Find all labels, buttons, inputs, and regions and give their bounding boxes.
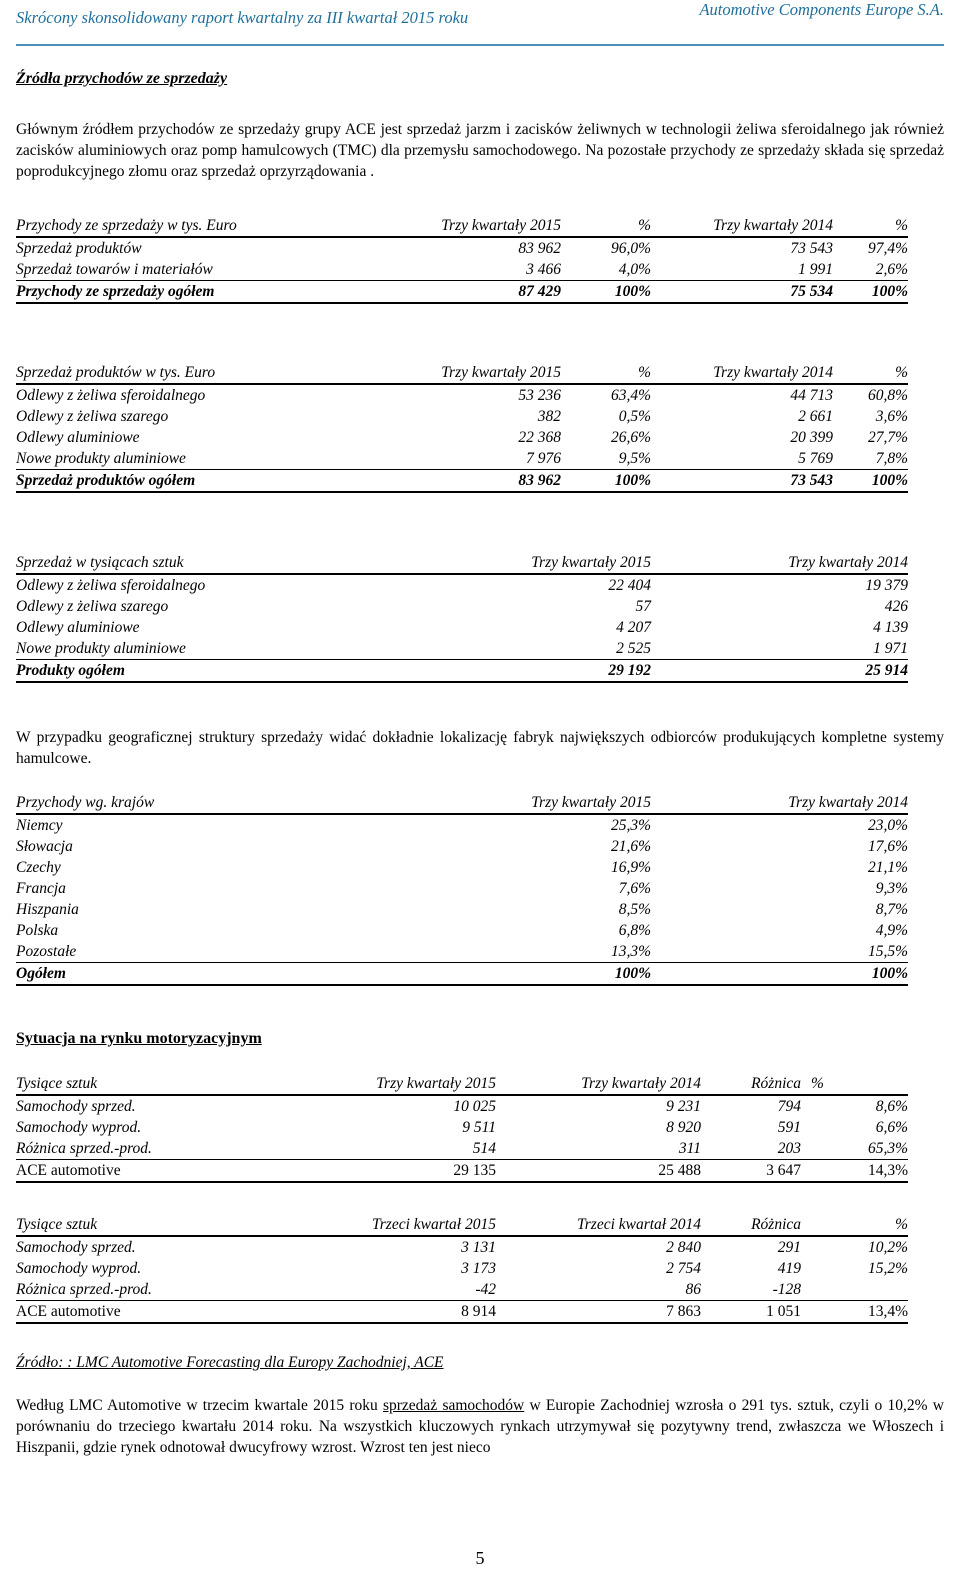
table-cell: 2,6%	[875, 260, 908, 278]
table-header: Tysiące sztuk	[16, 1214, 316, 1236]
table-cell: -128	[772, 1280, 801, 1298]
table-cell: 26,6%	[610, 428, 651, 446]
table-cell: 10 025	[453, 1097, 496, 1115]
table-cell: 3,6%	[875, 407, 908, 425]
table-header: %	[561, 362, 651, 384]
table-cell: ACE automotive	[16, 1161, 121, 1179]
table-cell: 8,7%	[875, 900, 908, 918]
table-header: %	[801, 1073, 908, 1095]
table-cell: Odlewy z żeliwa szarego	[16, 597, 169, 615]
table-header: Różnica	[701, 1214, 801, 1236]
table-row	[16, 596, 908, 617]
geography-paragraph: W przypadku geograficznej struktury sprzedaży widać dokładnie lokalizację fabryk największych odbiorców produkujących kompletne systemy hamulcowe.	[16, 729, 944, 767]
table-cell: 10,2%	[867, 1238, 908, 1256]
table-cell: 13,3%	[610, 942, 651, 960]
table-cell: 5 769	[798, 449, 833, 467]
table-header: Przychody ze sprzedaży w tys. Euro	[16, 215, 376, 237]
table-row	[16, 857, 908, 878]
table-cell: 4 207	[616, 618, 651, 636]
table-cell: Odlewy z żeliwa sferoidalnego	[16, 386, 206, 404]
table-header: Trzeci kwartał 2014	[496, 1214, 701, 1236]
table-cell: 7,8%	[875, 449, 908, 467]
source-note: Źródło: : LMC Automotive Forecasting dla Europy Zachodniej, ACE	[16, 1354, 444, 1371]
table-row	[16, 237, 908, 259]
table-cell: Samochody wyprod.	[16, 1259, 142, 1277]
market-nine-months-table	[16, 1073, 908, 1183]
table-cell: 73 543	[651, 470, 833, 493]
table-cell: 8,6%	[875, 1097, 908, 1115]
product-sales-table	[16, 362, 908, 493]
table-cell: 1 991	[798, 260, 833, 278]
table-row	[16, 899, 908, 920]
table-cell: -42	[475, 1280, 496, 1298]
table-cell: 23,0%	[867, 816, 908, 834]
table-cell: 794	[777, 1097, 801, 1115]
table-cell: 100%	[561, 470, 651, 493]
table-cell: Produkty ogółem	[16, 660, 466, 683]
table-header: Trzeci kwartał 2015	[316, 1214, 496, 1236]
table-cell: Polska	[16, 921, 59, 939]
table-row	[16, 1279, 908, 1301]
table-cell: 21,6%	[610, 837, 651, 855]
table-header: %	[801, 1214, 908, 1236]
table-cell: Samochody sprzed.	[16, 1238, 136, 1256]
table-cell: Samochody sprzed.	[16, 1097, 136, 1115]
table-cell: 6,8%	[618, 921, 651, 939]
table-cell: 25 488	[658, 1161, 701, 1179]
table-cell: Odlewy aluminiowe	[16, 428, 140, 446]
table-row	[16, 406, 908, 427]
table-row	[16, 384, 908, 406]
table-row	[16, 1301, 908, 1324]
table-cell: 9 511	[462, 1118, 496, 1136]
table-cell: Odlewy z żeliwa sferoidalnego	[16, 576, 206, 594]
table-cell	[801, 1279, 908, 1301]
table-total-row	[16, 281, 908, 304]
table-cell: Pozostałe	[16, 942, 77, 960]
table-cell: 75 534	[651, 281, 833, 304]
table-cell: 0,5%	[618, 407, 651, 425]
table-cell: Sprzedaż produktów ogółem	[16, 470, 376, 493]
table-row	[16, 878, 908, 899]
table-header: Trzy kwartały 2015	[466, 792, 651, 814]
table-cell: 291	[777, 1238, 801, 1256]
table-header: %	[833, 362, 908, 384]
table-header: Trzy kwartały 2014	[651, 792, 908, 814]
market-paragraph-end: w Europie Zachodniej wzrosła o 291 tys. sztuk, czyli o 10,2% w porównaniu do trzeciego kwartału 2014 roku. Na wszystkich kluczowych rynkach utrzymywał się pozytywny trend, zwłaszcza we Włoszech i Hiszpanii, gdzie rynek odnotował dwucyfrowy wzrost. Wzrost ten jest nieco	[16, 1397, 944, 1456]
table-cell: ACE automotive	[16, 1302, 121, 1320]
table-cell: 7 863	[666, 1302, 701, 1320]
table-cell: 73 543	[790, 239, 833, 257]
revenue-by-country-table	[16, 792, 908, 986]
table-row	[16, 814, 908, 836]
table-cell: 60,8%	[867, 386, 908, 404]
table-cell: 4,0%	[618, 260, 651, 278]
table-total-row	[16, 660, 908, 683]
table-row	[16, 574, 908, 596]
table-cell: 8,5%	[618, 900, 651, 918]
table-cell: Słowacja	[16, 837, 73, 855]
table-cell: Różnica sprzed.-prod.	[16, 1280, 152, 1298]
table-cell: 9 231	[666, 1097, 701, 1115]
table-total-row	[16, 470, 908, 493]
table-cell: 8 914	[461, 1302, 496, 1320]
table-cell: 7,6%	[618, 879, 651, 897]
table-header: Sprzedaż w tysiącach sztuk	[16, 552, 466, 574]
table-cell: Odlewy aluminiowe	[16, 618, 140, 636]
table-cell: Hiszpania	[16, 900, 79, 918]
table-cell: 514	[472, 1139, 496, 1157]
header-rule	[16, 44, 944, 46]
table-cell: 2 525	[616, 639, 651, 657]
market-paragraph	[16, 1395, 944, 1458]
table-cell: Nowe produkty aluminiowe	[16, 449, 186, 467]
table-cell: 16,9%	[610, 858, 651, 876]
table-cell: 6,6%	[875, 1118, 908, 1136]
table-cell: 100%	[651, 963, 908, 986]
market-paragraph-start: Według LMC Automotive w trzecim kwartale 2015 roku	[16, 1397, 383, 1414]
table-cell: 591	[777, 1118, 801, 1136]
table-cell: 2 754	[666, 1259, 701, 1277]
table-cell: 25 914	[651, 660, 908, 683]
table-cell: 96,0%	[610, 239, 651, 257]
table-header: Trzy kwartały 2015	[376, 215, 561, 237]
table-header: Różnica	[701, 1073, 801, 1095]
car-sales-link[interactable]: sprzedaż samochodów	[382, 1397, 525, 1414]
table-cell: 44 713	[790, 386, 833, 404]
table-cell: Francja	[16, 879, 66, 897]
table-cell: 3 131	[461, 1238, 496, 1256]
table-cell: Nowe produkty aluminiowe	[16, 639, 186, 657]
table-header: Trzy kwartały 2014	[651, 362, 833, 384]
table-cell: 63,4%	[610, 386, 651, 404]
table-row	[16, 1236, 908, 1258]
table-row	[16, 1258, 908, 1279]
table-cell: 53 236	[518, 386, 561, 404]
table-cell: 29 192	[466, 660, 651, 683]
table-cell: 1 971	[873, 639, 908, 657]
table-cell: 19 379	[865, 576, 908, 594]
table-row	[16, 638, 908, 660]
table-cell: 426	[884, 597, 908, 615]
table-cell: 4,9%	[875, 921, 908, 939]
table-cell: 22 368	[518, 428, 561, 446]
table-header: Trzy kwartały 2015	[376, 362, 561, 384]
table-row	[16, 1117, 908, 1138]
table-cell: 27,7%	[867, 428, 908, 446]
table-row	[16, 448, 908, 470]
table-cell: 87 429	[376, 281, 561, 304]
table-cell: 83 962	[518, 239, 561, 257]
table-row	[16, 1138, 908, 1160]
section-title-revenue-sources: Źródła przychodów ze sprzedaży	[16, 70, 228, 87]
table-cell: 29 135	[453, 1161, 496, 1179]
table-row	[16, 1095, 908, 1117]
table-header: Sprzedaż produktów w tys. Euro	[16, 362, 376, 384]
table-cell: 65,3%	[867, 1139, 908, 1157]
table-header: Trzy kwartały 2014	[496, 1073, 701, 1095]
table-header: Trzy kwartały 2015	[466, 552, 651, 574]
table-cell: 3 647	[766, 1161, 801, 1179]
table-cell: 21,1%	[867, 858, 908, 876]
table-cell: 3 173	[461, 1259, 496, 1277]
table-cell: 15,2%	[867, 1259, 908, 1277]
table-row	[16, 617, 908, 638]
section-title-automotive-market: Sytuacja na rynku motoryzacyjnym	[16, 1030, 262, 1047]
table-row	[16, 836, 908, 857]
table-cell: 8 920	[666, 1118, 701, 1136]
table-cell: 15,5%	[867, 942, 908, 960]
table-header: %	[561, 215, 651, 237]
table-cell: 100%	[561, 281, 651, 304]
table-header: Trzy kwartały 2014	[651, 215, 833, 237]
table-row	[16, 427, 908, 448]
table-header: Trzy kwartały 2014	[651, 552, 908, 574]
revenue-table	[16, 215, 908, 304]
table-cell: 86	[685, 1280, 701, 1298]
table-row	[16, 1160, 908, 1183]
table-cell: 9,3%	[875, 879, 908, 897]
table-cell: 100%	[833, 470, 908, 493]
table-cell: Odlewy z żeliwa szarego	[16, 407, 169, 425]
table-cell: 14,3%	[867, 1161, 908, 1179]
table-cell: 100%	[466, 963, 651, 986]
table-row	[16, 920, 908, 941]
table-cell: 83 962	[376, 470, 561, 493]
table-cell: 17,6%	[867, 837, 908, 855]
table-cell: Przychody ze sprzedaży ogółem	[16, 281, 376, 304]
table-row	[16, 941, 908, 963]
table-cell: 22 404	[608, 576, 651, 594]
table-cell: Sprzedaż produktów	[16, 239, 142, 257]
table-cell: 1 051	[766, 1302, 801, 1320]
table-cell: Czechy	[16, 858, 61, 876]
table-cell: 3 466	[526, 260, 561, 278]
header-left: Skrócony skonsolidowany raport kwartalny za III kwartał 2015 roku	[16, 8, 469, 27]
table-header: Tysiące sztuk	[16, 1073, 316, 1095]
table-cell: 2 840	[666, 1238, 701, 1256]
header-right: Automotive Components Europe S.A.	[699, 0, 944, 19]
table-cell: 9,5%	[618, 449, 651, 467]
table-cell: 2 661	[798, 407, 833, 425]
table-cell: 97,4%	[867, 239, 908, 257]
table-header: Trzy kwartały 2015	[316, 1073, 496, 1095]
table-header: %	[833, 215, 908, 237]
table-cell: 4 139	[873, 618, 908, 636]
table-cell: Ogółem	[16, 963, 466, 986]
table-cell: 100%	[833, 281, 908, 304]
table-total-row	[16, 963, 908, 986]
table-row	[16, 259, 908, 281]
table-cell: 311	[678, 1139, 701, 1157]
table-cell: Samochody wyprod.	[16, 1118, 142, 1136]
table-cell: Różnica sprzed.-prod.	[16, 1139, 152, 1157]
intro-paragraph: Głównym źródłem przychodów ze sprzedaży grupy ACE jest sprzedaż jarzm i zacisków żeliwnych w technologii żeliwa sferoidalnego jak również zacisków aluminiowych oraz pomp hamulcowych (TMC) dla przemysłu samochodowego. Na pozostałe przychody ze sprzedaży składa się sprzedaż poprodukcyjnego złomu oraz sprzedaż oprzyrządowania .	[16, 121, 944, 180]
table-cell: 57	[635, 597, 651, 615]
table-cell: 382	[537, 407, 561, 425]
table-cell: Sprzedaż towarów i materiałów	[16, 260, 213, 278]
table-cell: Niemcy	[16, 816, 63, 834]
table-cell: 20 399	[790, 428, 833, 446]
table-cell: 25,3%	[610, 816, 651, 834]
table-cell: 203	[777, 1139, 801, 1157]
table-header: Przychody wg. krajów	[16, 792, 466, 814]
table-cell: 419	[777, 1259, 801, 1277]
table-cell: 7 976	[526, 449, 561, 467]
page-number: 5	[475, 1548, 485, 1568]
table-cell: 13,4%	[867, 1302, 908, 1320]
units-sold-table	[16, 552, 908, 683]
market-third-quarter-table	[16, 1214, 908, 1324]
